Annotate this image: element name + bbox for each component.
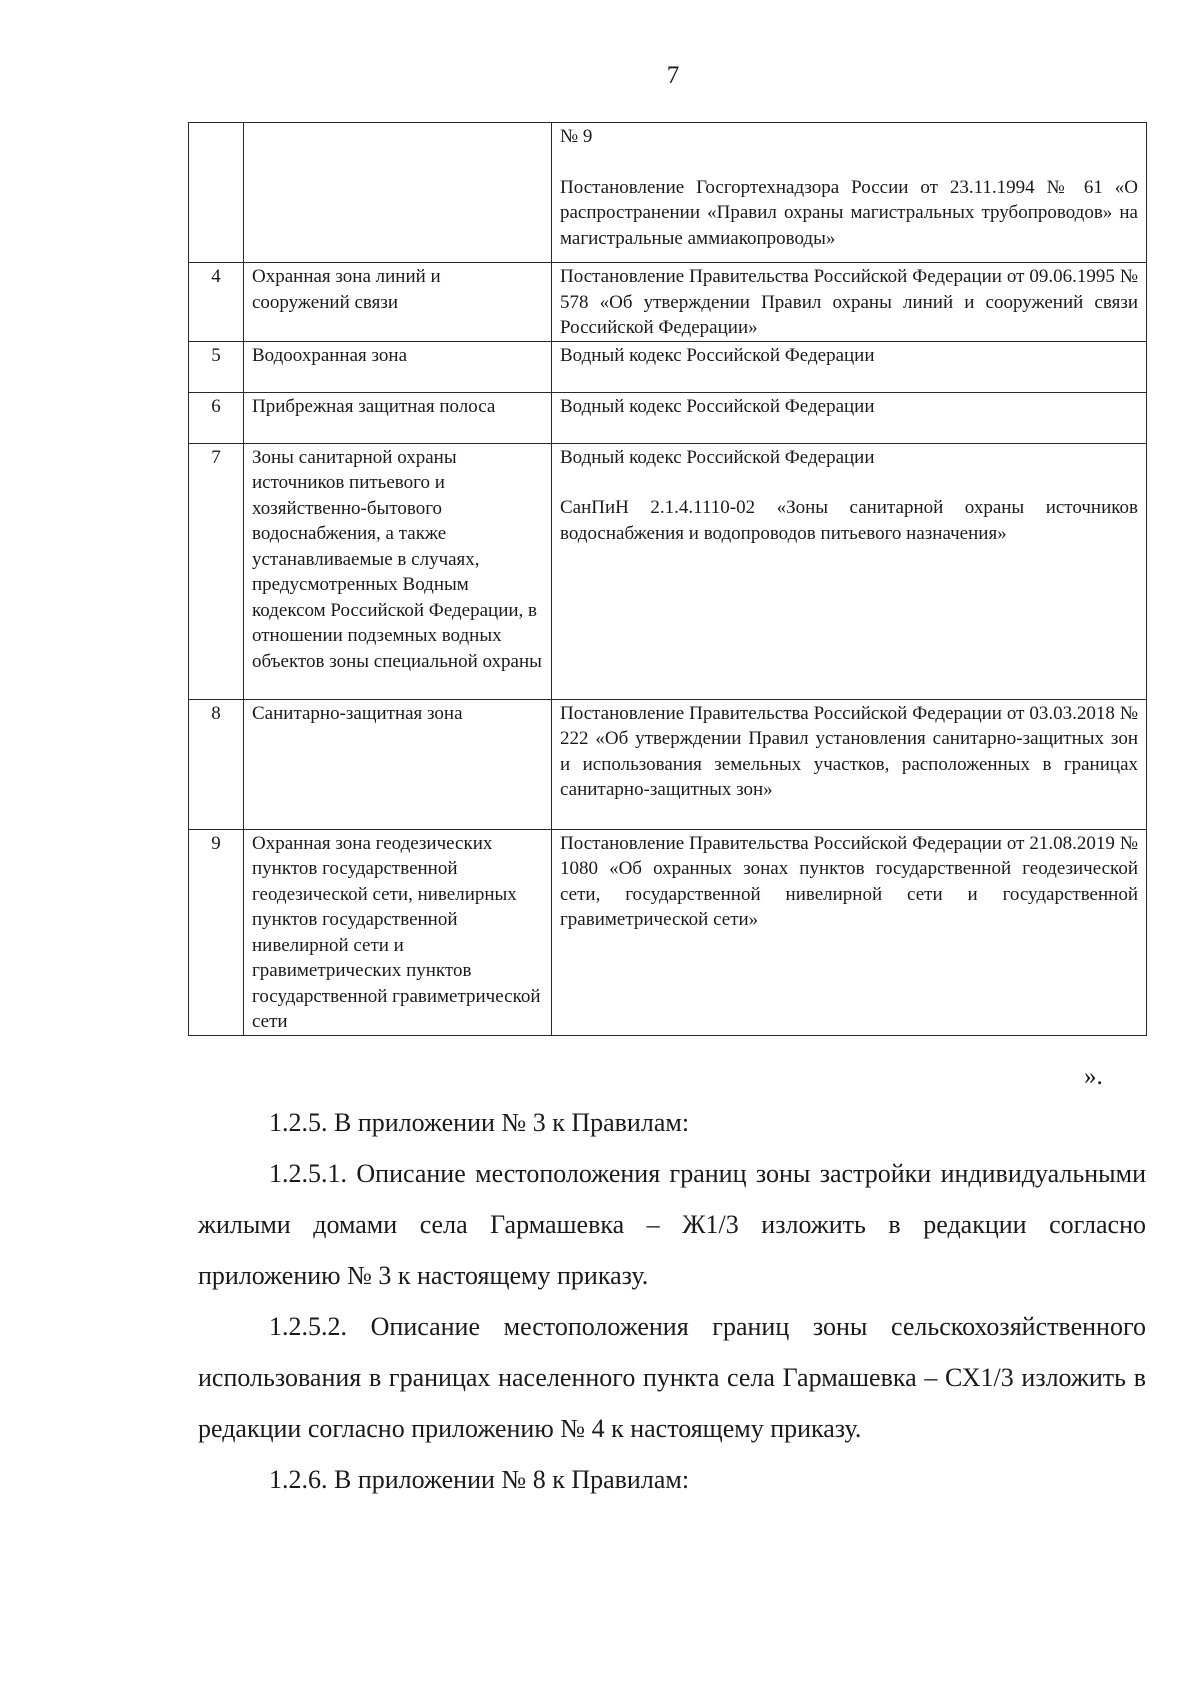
- zone-name: Прибрежная защитная полоса: [244, 392, 552, 443]
- zone-name: Водоохранная зона: [244, 341, 552, 392]
- row-number: 6: [189, 392, 244, 443]
- legal-basis-text: Постановление Правительства Российской Федерации от 03.03.2018 № 222 «Об утверждении Правил установления санитарно-защитных зон и использования земельных участков, расположенных в границах санитарно-защитных зон»: [560, 702, 1138, 800]
- paragraph: 1.2.5.1. Описание местоположения границ зоны застройки индивидуальными жилыми домами села Гармашевка – Ж1/3 изложить в редакции согласно приложению № 3 к настоящему приказу.: [198, 1159, 1146, 1290]
- page-number: 7: [666, 62, 680, 89]
- zones-table: [188, 122, 1147, 1036]
- zone-name: Охранная зона линий и сооружений связи: [244, 263, 552, 342]
- table-row: [189, 392, 1147, 443]
- legal-basis: [552, 123, 1147, 263]
- legal-basis-text: Водный кодекс Российской Федерации: [560, 344, 875, 366]
- table-row: [189, 341, 1147, 392]
- legal-basis: [552, 263, 1147, 342]
- zone-name: [244, 123, 552, 263]
- legal-basis-text: Постановление Правительства Российской Федерации от 21.08.2019 № 1080 «Об охранных зонах пунктов государственной геодезической сети, государственной нивелирной сети и государственной гравиметрической сети»: [560, 832, 1138, 930]
- row-number: 7: [189, 443, 244, 699]
- legal-basis: [552, 699, 1147, 829]
- legal-basis: [552, 392, 1147, 443]
- legal-basis-text: Постановление Госгортехнадзора России от 23.11.1994 № 61 «О распространении «Правил охраны магистральных трубопроводов» на магистральные аммиакопроводы»: [560, 176, 1138, 249]
- legal-basis-text: Водный кодекс Российской Федерации: [560, 395, 875, 417]
- legal-basis-text: № 9: [560, 126, 593, 147]
- table-row: [189, 699, 1147, 829]
- zone-name: Санитарно-защитная зона: [244, 699, 552, 829]
- legal-basis-text: СанПиН 2.1.4.1110-02 «Зоны санитарной охраны источников водоснабжения и водопроводов питьевого назначения»: [560, 497, 1138, 544]
- table-row: [189, 263, 1147, 342]
- table-row: [189, 443, 1147, 699]
- legal-basis: [552, 829, 1147, 1035]
- zone-name: Охранная зона геодезических пунктов государственной геодезической сети, нивелирных пунктов государственной нивелирной сети и гравиметрических пунктов государственной гравиметрической сети: [244, 829, 552, 1035]
- row-number: [189, 123, 244, 263]
- table-row: [189, 123, 1147, 263]
- table-row: [189, 829, 1147, 1035]
- zone-name: Зоны санитарной охраны источников питьевого и хозяйственно-бытового водоснабжения, а также устанавливаемые в случаях, предусмотренных Водным кодексом Российской Федерации, в отношении подземных водных объектов зоны специальной охраны: [244, 443, 552, 699]
- paragraph: 1.2.5.2. Описание местоположения границ зоны сельскохозяйственного использования в границах населенного пункта села Гармашевка – СХ1/3 изложить в редакции согласно приложению № 4 к настоящему приказу.: [198, 1312, 1146, 1443]
- row-number: 9: [189, 829, 244, 1035]
- legal-basis-text: Постановление Правительства Российской Федерации от 09.06.1995 № 578 «Об утверждении Правил охраны линий и сооружений связи Российской Федерации»: [560, 266, 1138, 338]
- legal-basis-text: Водный кодекс Российской Федерации: [560, 446, 875, 468]
- row-number: 5: [189, 341, 244, 392]
- paragraph: 1.2.5. В приложении № 3 к Правилам:: [269, 1108, 690, 1137]
- row-number: 8: [189, 699, 244, 829]
- closing-quote: ».: [1084, 1063, 1103, 1090]
- body-text: [198, 1097, 1146, 1505]
- legal-basis: [552, 341, 1147, 392]
- legal-basis: [552, 443, 1147, 699]
- row-number: 4: [189, 263, 244, 342]
- paragraph: 1.2.6. В приложении № 8 к Правилам:: [269, 1465, 690, 1494]
